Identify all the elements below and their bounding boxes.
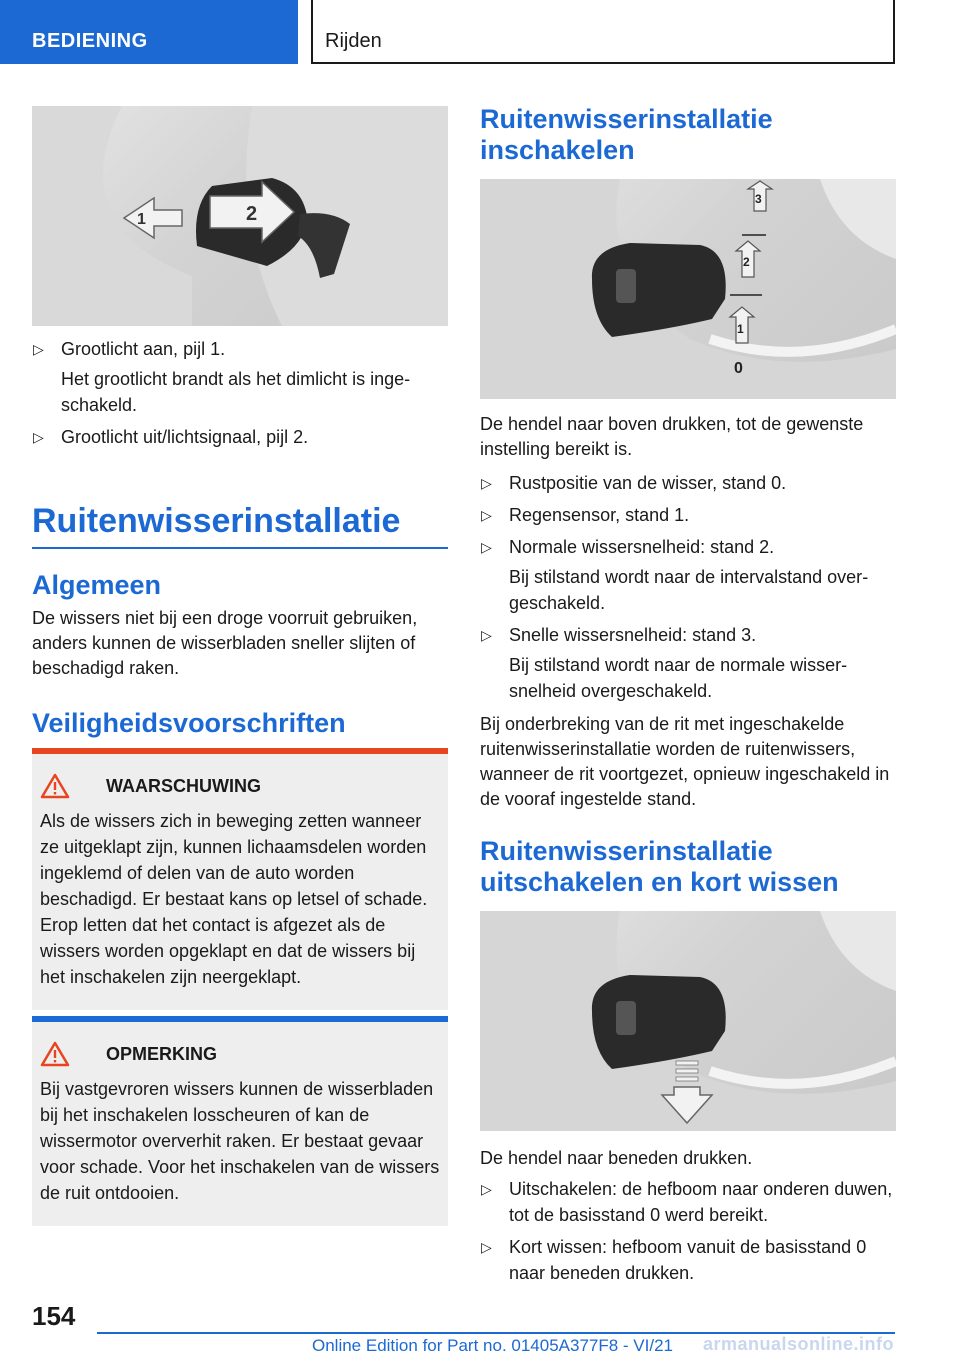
- watermark: armanualsonline.info: [702, 1334, 894, 1354]
- position-label-2: 2: [743, 255, 750, 269]
- bullet-triangle-icon: ▷: [33, 341, 44, 357]
- interruption-text: Bij onderbreking van de rit met ingeschakelde ruitenwisserinstallatie worden de ruitenwissers, wanneer de rit voortgezet, opnieuw ingeschakeld in de vooraf ingestelde stand.: [480, 714, 890, 809]
- general-text: De wissers niet bij een droge voorruit gebruiken, anders kunnen de wisserbladen sneller slijten of beschadigd raken.: [32, 608, 418, 678]
- list-item: ▷ Uitschakelen: de hefboom naar onderen duwen, tot de basisstand 0 werd bereikt.: [480, 1176, 896, 1228]
- note-title: OPMERKING: [106, 1044, 218, 1064]
- warning-box: [32, 748, 448, 1010]
- bullet-triangle-icon: ▷: [481, 1239, 492, 1255]
- heading-safety: Veiligheidsvoorschriften: [32, 708, 346, 738]
- heading-switch-on: Ruitenwisserinstallatie inschakelen: [480, 104, 773, 165]
- bullet-triangle-icon: ▷: [481, 539, 492, 555]
- wiper-off-figure: [480, 911, 896, 1131]
- note-box: [32, 1016, 448, 1226]
- wiper-positions-list: [480, 470, 896, 710]
- warning-title: WAARSCHUWING: [106, 776, 261, 796]
- bullet-triangle-icon: ▷: [481, 507, 492, 523]
- arrow-label-1: 1: [137, 211, 146, 228]
- list-item: ▷ Grootlicht uit/lichtsignaal, pijl 2.: [32, 424, 448, 450]
- position-label-3: 3: [755, 192, 762, 206]
- wiper-on-figure: [480, 179, 896, 399]
- list-item: ▷ Normale wissersnelheid: stand 2. Bij stilstand wordt naar de intervalstand overgeschakeld.: [480, 534, 896, 616]
- warning-triangle-icon: [40, 1041, 70, 1067]
- high-beam-list: [32, 336, 448, 456]
- list-item: ▷ Kort wissen: hefboom vanuit de basisstand 0 naar beneden drukken.: [480, 1234, 896, 1286]
- switch-off-text: De hendel naar beneden drukken.: [480, 1148, 753, 1168]
- bullet-triangle-icon: ▷: [481, 1181, 492, 1197]
- wiper-lever-up-illustration: [480, 179, 896, 399]
- heading-wiper-system: Ruitenwisserinstallatie: [32, 502, 448, 549]
- section-tab: [0, 0, 298, 64]
- edition-info: Online Edition for Part no. 01405A377F8 - VI/21: [312, 1336, 674, 1355]
- bullet-triangle-icon: ▷: [481, 475, 492, 491]
- arrow-label-2: 2: [246, 203, 258, 225]
- chapter-tab: [311, 0, 895, 64]
- heading-switch-off: Ruitenwisserinstallatie uitschakelen en kort wissen: [480, 836, 839, 897]
- chapter-title: Rijden: [325, 30, 382, 52]
- wiper-lever-down-illustration: [480, 911, 896, 1131]
- switch-on-text: De hendel naar boven drukken, tot de gewenste instelling bereikt is.: [480, 414, 864, 459]
- list-item: ▷ Regensensor, stand 1.: [480, 502, 896, 528]
- position-label-1: 1: [737, 322, 744, 336]
- high-beam-lever-figure: [32, 106, 448, 326]
- switch-off-list: [480, 1176, 896, 1292]
- page-number: 154: [32, 1301, 76, 1331]
- position-label-0: 0: [734, 360, 743, 377]
- list-item: ▷ Snelle wissersnelheid: stand 3. Bij stilstand wordt naar de normale wissersnelheid overgeschakeld.: [480, 622, 896, 704]
- bullet-triangle-icon: ▷: [481, 627, 492, 643]
- lever-illustration: [32, 106, 448, 326]
- heading-general: Algemeen: [32, 570, 162, 600]
- list-item: ▷ Grootlicht aan, pijl 1. Het grootlicht brandt als het dimlicht is ingeschakeld.: [32, 336, 448, 418]
- warning-triangle-icon: [40, 773, 70, 799]
- warning-text: Als de wissers zich in beweging zetten wanneer ze uitgeklapt zijn, kunnen lichaamsdelen worden ingeklemd of delen van de auto worden beschadigd. Er bestaat kans op letsel of schade. Erop letten dat het contact is afgezet als de wissers worden opgeklapt en dat de wissers bij het inschakelen zijn neergeklapt.: [40, 811, 428, 987]
- list-item: ▷ Rustpositie van de wisser, stand 0.: [480, 470, 896, 496]
- note-text: Bij vastgevroren wissers kunnen de wisserbladen bij het inschakelen losscheuren of kan de wissermotor oververhit raken. Er bestaat gevaar voor schade. Voor het inschakelen van de wissers de ruit ontdooien.: [40, 1079, 440, 1203]
- bullet-triangle-icon: ▷: [33, 429, 44, 445]
- section-title: BEDIENING: [32, 30, 148, 52]
